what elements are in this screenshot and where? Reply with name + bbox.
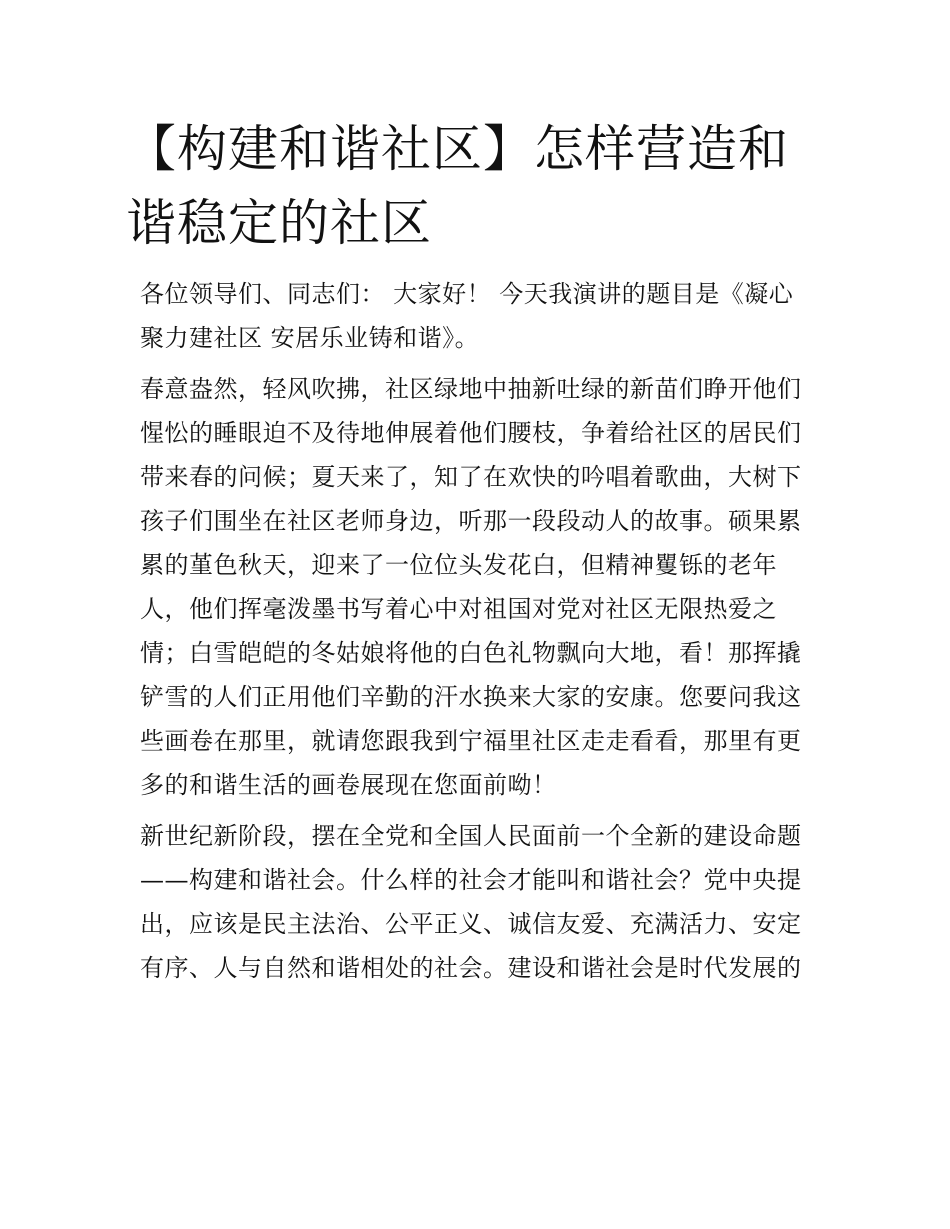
paragraph-harmonious-society (140, 814, 820, 990)
text-line: 些画卷在那里，就请您跟我到宁福里社区走走看看，那里有更 (140, 727, 802, 755)
paragraph-greeting (140, 272, 820, 360)
document-title (126, 112, 820, 260)
text-line: 出，应该是民主法治、公平正义、诚信友爱、充满活力、安定 (140, 910, 802, 938)
text-line: ——构建和谐社会。什么样的社会才能叫和谐社会？党中央提 (140, 866, 802, 894)
text-line: 孩子们围坐在社区老师身边，听那一段段动人的故事。硕果累 (140, 507, 802, 535)
paragraph-seasons (140, 367, 820, 807)
text-line: 新世纪新阶段，摆在全党和全国人民面前一个全新的建设命题 (140, 822, 802, 850)
text-line: 各位领导们、同志们： 大家好！ 今天我演讲的题目是《凝心 (140, 280, 794, 308)
title-line: 【构建和谐社区】怎样营造和 (126, 120, 789, 178)
text-line: 情；白雪皑皑的冬姑娘将他的白色礼物飘向大地，看！那挥撬 (140, 639, 802, 667)
text-line: 惺忪的睡眼迫不及待地伸展着他们腰枝，争着给社区的居民们 (140, 419, 802, 447)
text-line: 多的和谐生活的画卷展现在您面前呦！ (140, 771, 557, 799)
text-line: 累的堇色秋天，迎来了一位位头发花白，但精神矍铄的老年 (140, 551, 777, 579)
text-line: 春意盎然，轻风吹拂，社区绿地中抽新吐绿的新苗们睁开他们 (140, 375, 802, 403)
text-line: 带来春的问候；夏天来了，知了在欢快的吟唱着歌曲，大树下 (140, 463, 802, 491)
text-line: 人，他们挥毫泼墨书写着心中对祖国对党对社区无限热爱之 (140, 595, 777, 623)
document-page (126, 112, 820, 997)
text-line: 有序、人与自然和谐相处的社会。建设和谐社会是时代发展的 (140, 954, 802, 982)
title-line: 谐稳定的社区 (126, 194, 432, 252)
text-line: 铲雪的人们正用他们辛勤的汗水换来大家的安康。您要问我这 (140, 683, 802, 711)
text-line: 聚力建社区 安居乐业铸和谐》。 (140, 324, 480, 352)
